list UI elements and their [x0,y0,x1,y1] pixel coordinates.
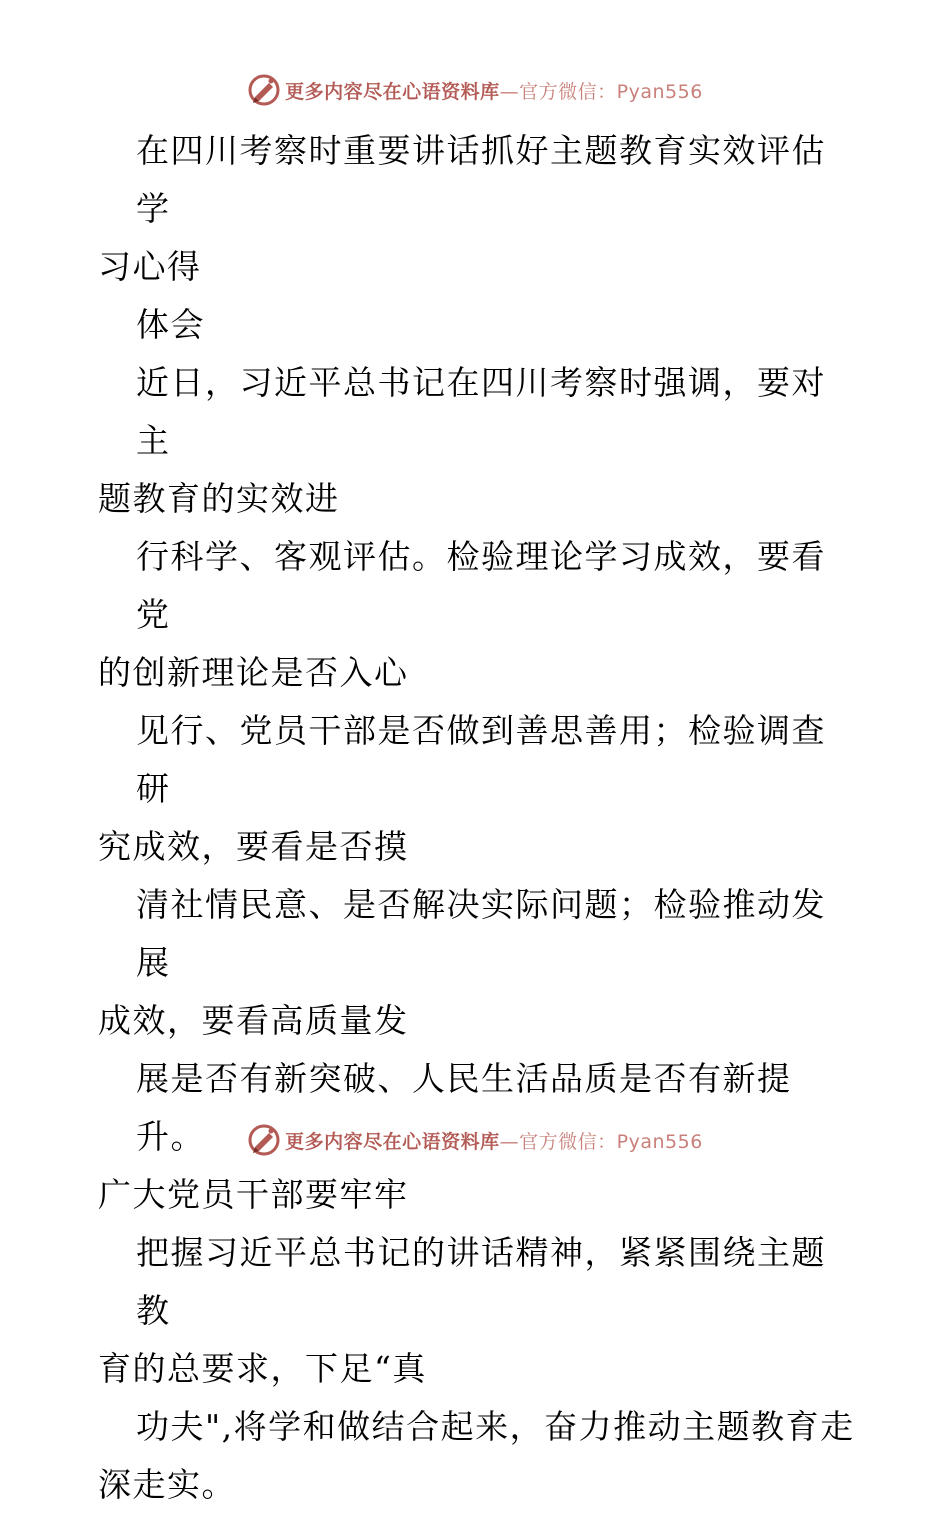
document-text [98,122,858,1514]
watermark-main-text: 更多内容尽在心语资料库 [285,1130,500,1153]
text-line: 见行、党员干部是否做到善思善用；检验调查研 [136,711,826,808]
text-line: 的创新理论是否入心 [98,653,409,692]
watermark-dash: — [499,80,520,103]
text-line: 习心得 [98,247,202,286]
text-line: 在四川考察时重要讲话抓好主题教育实效评估学 [136,131,826,228]
text-line: 广大党员干部要牢牢 [98,1175,409,1214]
watermark-suffix: 官方微信：Pyan556 [519,80,703,103]
text-line: 育的总要求，下足“真 [98,1349,427,1388]
text-line: 成效，要看高质量发 [98,1001,409,1040]
text-line: 把握习近平总书记的讲话精神，紧紧围绕主题教 [136,1233,826,1330]
text-line: 近日，习近平总书记在四川考察时强调，要对主 [136,363,826,460]
watermark-main-text: 更多内容尽在心语资料库 [285,80,500,103]
document-body [98,122,858,1514]
text-line: 深走实。 [98,1465,236,1504]
watermark-suffix: 官方微信：Pyan556 [519,1130,703,1153]
text-line: 展是否有新突破、人民生活品质是否有新提升。 [136,1059,792,1156]
text-line: 题教育的实效进 [98,479,340,518]
text-line: 功夫",将学和做结合起来，奋力推动主题教育走 [136,1407,855,1446]
footer-watermark [0,1120,950,1160]
text-line: 清社情民意、是否解决实际问题；检验推动发展 [136,885,826,982]
pen-logo-icon [247,73,281,107]
watermark-dash: — [499,1130,520,1153]
pen-logo-icon [247,1123,281,1157]
text-line: 体会 [136,305,205,344]
header-watermark [0,70,950,110]
text-line: 究成效，要看是否摸 [98,827,409,866]
text-line: 行科学、客观评估。检验理论学习成效，要看党 [136,537,826,634]
